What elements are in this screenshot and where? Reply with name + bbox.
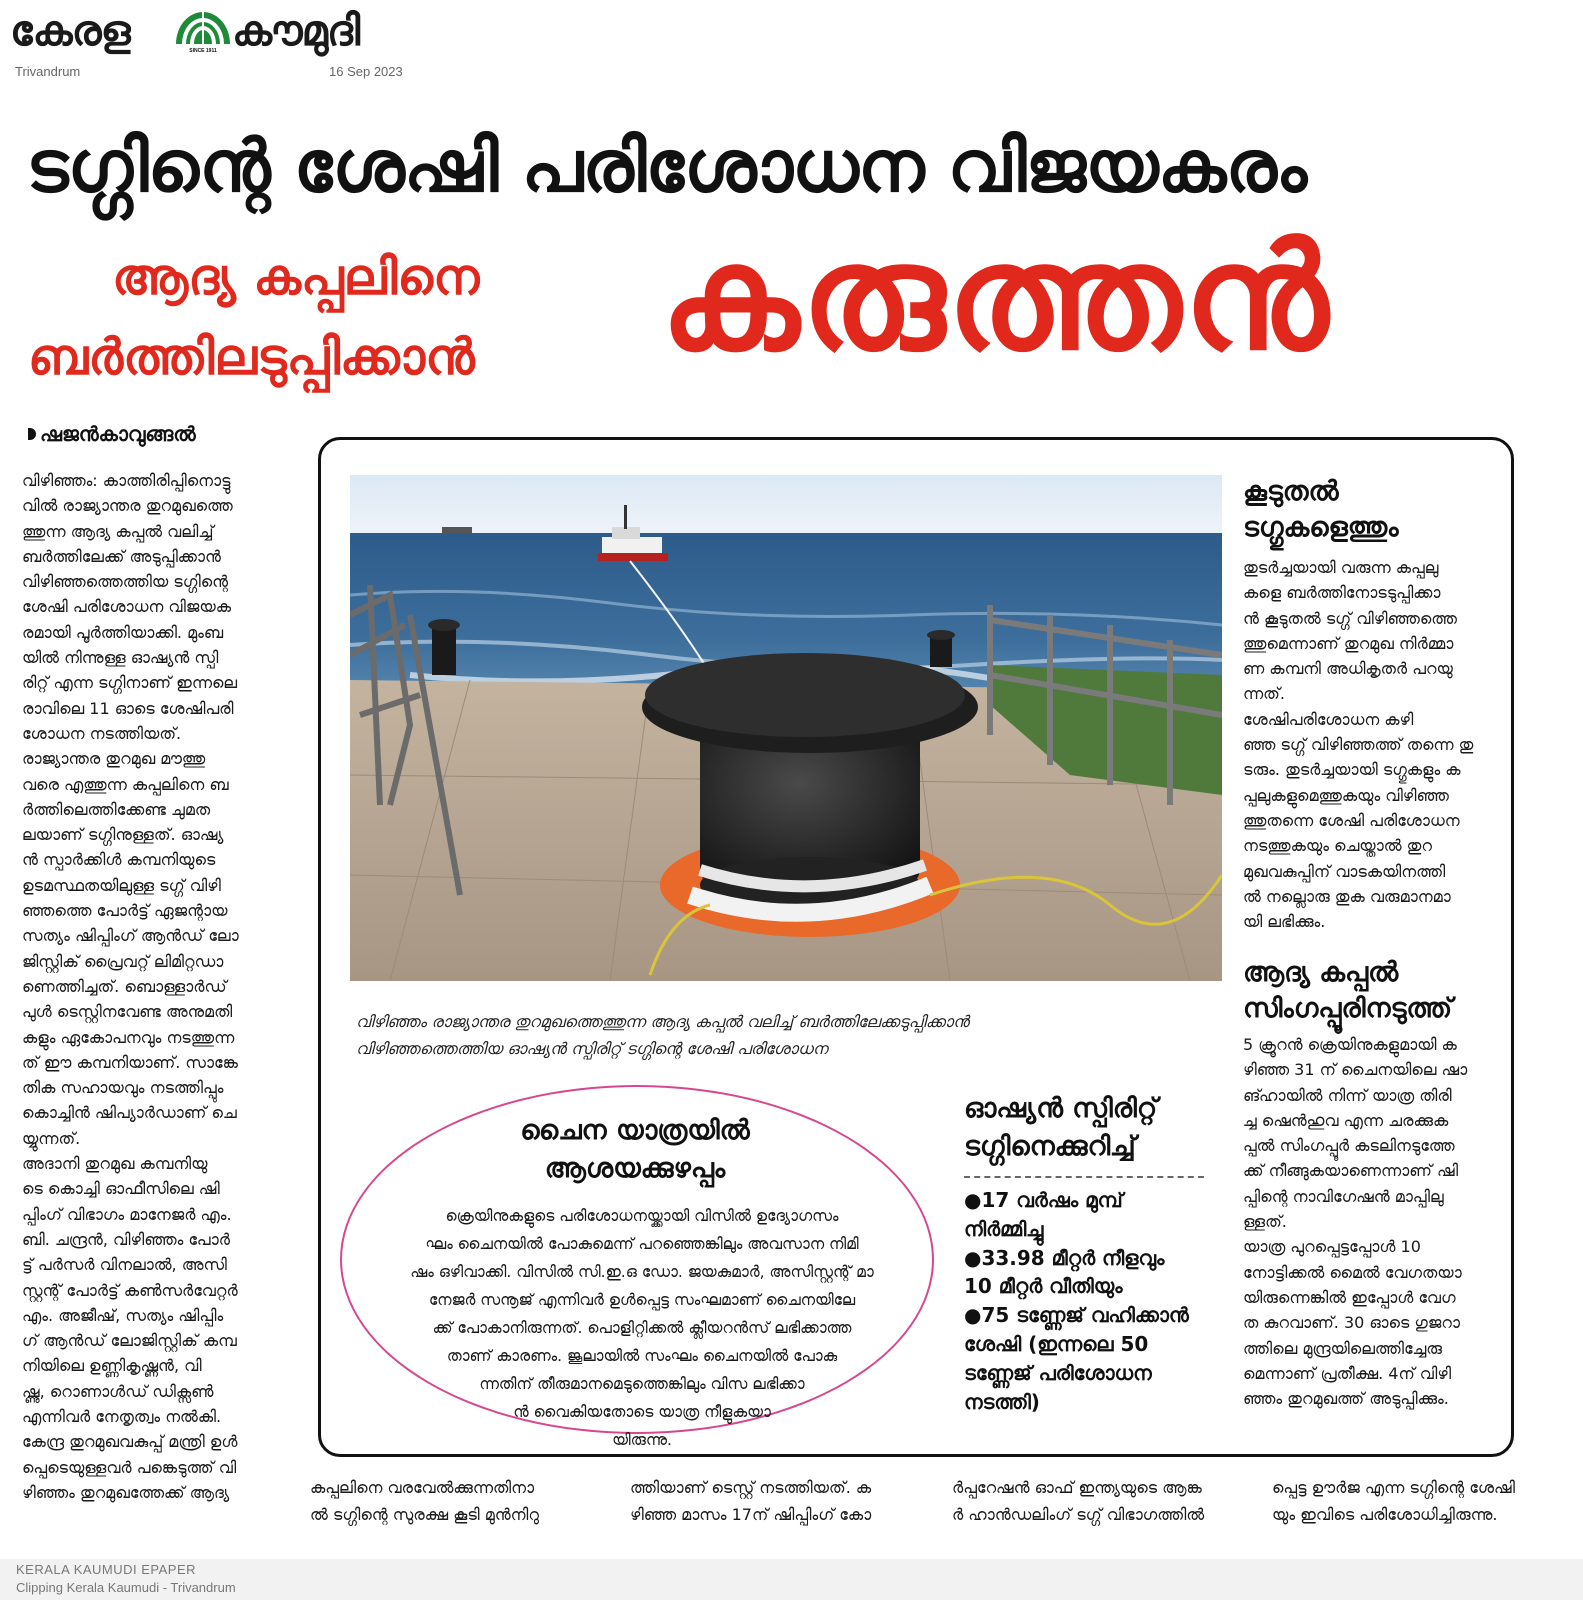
footer-clipping: Clipping Kerala Kaumudi - Trivandrum (16, 1580, 236, 1595)
china-trip-title: ചൈന യാത്രയിൽ ആശയക്കുഴപ്പം (520, 1115, 750, 1184)
bottom-column-2: ത്തിയാണ് ടെസ്റ്റ് നടത്തിയത്. ക ഴിഞ്ഞ മാസം 17ന് ഷിപ്പിംഗ് കോ (630, 1478, 872, 1524)
footer-brand: KERALA KAUMUDI EPAPER (16, 1562, 197, 1577)
masthead-name-right: കൗമുദി (232, 6, 360, 55)
logo-since-text: SINCE 1911 (189, 48, 217, 54)
edition-label: Trivandrum (15, 64, 81, 79)
tug-info-title: ഓഷ്യൻ സ്പിരിറ്റ് ടഗ്ഗിനെക്കുറിച്ച് (964, 1093, 1158, 1162)
footer-bar (0, 1559, 1583, 1600)
issue-date: 16 Sep 2023 (329, 64, 403, 79)
bottom-column-4: പ്പെട്ട ഊർജ എന്ന ടഗ്ഗിന്റെ ശേഷി യും ഇവിടെ പരിശോധിച്ചിരുന്നു. (1272, 1478, 1516, 1524)
photo-caption: വിഴിഞ്ഞം രാജ്യാന്തര തുറമുഖത്തെത്തുന്ന ആദ്യ കപ്പൽ വലിച്ച് ബർത്തിലേക്കടുപ്പിക്കാൻ വിഴിഞ്ഞത്തെത്തിയ ഓഷ്യൻ സ്പിരിറ്റ് ടഗ്ഗിന്റെ ശേഷി പരിശോധന (356, 1012, 969, 1058)
byline-marker-icon (28, 428, 36, 440)
china-trip-body: ക്രെയിനുകളുടെ പരിശോധനയ്ക്കായി വിസിൽ ഉദ്യോഗസം ഘം ചൈനയിൽ പോകുമെന്ന് പറഞ്ഞെങ്കിലും അവസാന നിമി ഷം ഒഴിവാക്കി. വിസിൽ സി.ഇ.ഒ ഡോ. ജയകുമാർ, അസിസ്റ്റന്റ് മാ നേജർ സനൂജ് എന്നിവർ ഉൾപ്പെട്ട സംഘമാണ് ചൈനയിലേ ക്ക് പോകാനിരുന്നത്. പൊളിറ്റിക്കൽ ക്ലീയറൻസ് ലഭിക്കാത്ത താണ് കാരണം. ജൂലായിൽ സംഘം ചൈനയിൽ പോകു ന്നതിന് തീരുമാനമെടുത്തെങ്കിലും വിസ ലഭിക്കാ ൻ വൈകിയതോടെ യാത്ര നീളുകയാ യിരുന്നു. (410, 1207, 874, 1449)
big-headline-word: കരുത്തൻ (660, 213, 1331, 383)
left-column-text: വിഴിഞ്ഞം: കാത്തിരിപ്പിനൊട്ടു വിൽ രാജ്യാന്തര തുറമുഖത്തെ ത്തുന്ന ആദ്യ കപ്പൽ വലിച്ച് ബർത്തിലേക്ക് അടുപ്പിക്കാൻ വിഴിഞ്ഞത്തെത്തിയ ടഗ്ഗിന്റെ ശേഷി പരിശോധന വിജയക രമായി പൂർത്തിയാക്കി. മുംബ യിൽ നിന്നുള്ള ഓഷ്യൻ സ്പി രിറ്റ് എന്ന ടഗ്ഗിനാണ് ഇന്നലെ രാവിലെ 11 ഓടെ ശേഷിപരി ശോധന നടത്തിയത്. രാജ്യാന്തര തുറമുഖ മൗത്തു വരെ എത്തുന്ന കപ്പലിനെ ബ ർത്തിലെത്തിക്കേണ്ട ചുമത ലയാണ് ടഗ്ഗിനുള്ളത്. ഓഷ്യ ൻ സ്പാർക്കിൾ കമ്പനിയുടെ ഉടമസ്ഥതയിലുള്ള ടഗ്ഗ് വിഴി ഞ്ഞത്തെ പോർട്ട് ഏജന്റായ സത്യം ഷിപ്പിംഗ് ആൻഡ് ലോ ജിസ്റ്റിക് പ്രൈവറ്റ് ലിമിറ്റഡാ ണെത്തിച്ചത്. ബൊള്ളാർഡ് പുൾ ടെസ്റ്റിനവേണ്ട അനുമതി കളും ഏകോപനവും നടത്തുന്ന ത് ഈ കമ്പനിയാണ്. സാങ്കേ തിക സഹായവും നടത്തിപ്പും കൊച്ചിൻ ഷിപ്യാർഡാണ് ചെ യ്യുന്നത്. അദാനി തുറമുഖ കമ്പനിയു ടെ കൊച്ചി ഓഫീസിലെ ഷി പ്പിംഗ് വിഭാഗം മാനേജർ എം. ബി. ചന്ദ്രൻ, വിഴിഞ്ഞം പോർ ട്ട് പർസർ വിനലാൽ, അസി സ്റ്റന്റ് പോർട്ട് കൺസർവേറ്റർ എം. അജീഷ്, സത്യം ഷിപ്പിം ഗ് ആൻഡ് ലോജിസ്റ്റിക് കമ്പ നിയിലെ ഉണ്ണികൃഷ്ണൻ, വി ഷ്ണു, റൊണാൾഡ് ഡിക്സൺ എന്നിവർ നേതൃത്വം നൽകി. കേന്ദ്ര തുറമുഖവകുപ്പ് മന്ത്രി ഉൾ പ്പെടെയുള്ളവർ പങ്കെടുത്ത് വി ഴിഞ്ഞം തുറമുഖത്തേക്ക് ആദ്യ (22, 471, 239, 1502)
first-ship-heading: ആദ്യ കപ്പൽ സിംഗപ്പൂരിനടുത്ത് (1243, 957, 1453, 1024)
masthead-name-left: കേരള (10, 6, 130, 55)
tug-bollard-photo (350, 475, 1222, 981)
tug-info-facts: ●17 വർഷം മുമ്പ് നിർമ്മിച്ചു ●33.98 മീറ്റർ നീളവും 10 മീറ്റർ വീതിയും ●75 ടണ്ണേജ് വഹിക്കാൻ ശേഷി (ഇന്നലെ 50 ടണ്ണേജ് പരിശോധന നടത്തി) (964, 1188, 1189, 1414)
tug-info-divider (964, 1176, 1204, 1178)
byline: ഷജൻകാവുങ്ങൽ (40, 422, 196, 446)
bottom-column-3: ർപ്പറേഷൻ ഓഫ് ഇന്ത്യയുടെ ആങ്ക ർ ഹാൻഡലിംഗ് ടഗ്ഗ് വിഭാഗത്തിൽ (952, 1478, 1205, 1524)
subheadline-line2: ബർത്തിലടുപ്പിക്കാൻ (28, 328, 475, 386)
kaumudi-logo-icon (172, 2, 234, 54)
subheadline-line1: ആദ്യ കപ്പലിനെ (112, 248, 480, 306)
first-ship-body: 5 ക്രൂറൻ ക്രെയിനുകളുമായി ക ഴിഞ്ഞ 31 ന് ചൈനയിലെ ഷാ ങ്ഹായിൽ നിന്ന് യാത്ര തിരി ച്ച ഷെൻഹുവ എന്ന ചരക്കുക പ്പൽ സിംഗപ്പൂർ കടലിനടുത്തേ ക്ക് നീങ്ങുകയാണെന്നാണ് ഷി പ്പിന്റെ നാവിഗേഷൻ മാപ്പിലു ള്ളത്. യാത്ര പുറപ്പെട്ടപ്പോൾ 10 നോട്ടിക്കൽ മൈൽ വേഗതയാ യിരുന്നെങ്കിൽ ഇപ്പോൾ വേഗ ത കുറവാണ്. 30 ഓടെ ഗുജറാ ത്തിലെ മുന്ദ്രയിലെത്തിച്ചേരു മെന്നാണ് പ്രതീക്ഷ. 4ന് വിഴി ഞ്ഞം തുറമുഖത്ത് അടുപ്പിക്കും. (1243, 1035, 1468, 1409)
bottom-column-1: കപ്പലിനെ വരവേൽക്കുന്നതിനാ ൽ ടഗ്ഗിന്റെ സുരക്ഷ കൂടി മുൻനിറു (310, 1478, 539, 1524)
main-headline: ടഗ്ഗിന്റെ ശേഷി പരിശോധന വിജയകരം (26, 124, 1307, 208)
more-tugs-body: തുടർച്ചയായി വരുന്ന കപ്പലു കളെ ബർത്തിനോടടുപ്പിക്കാ ൻ കൂടുതൽ ടഗ്ഗ് വിഴിഞ്ഞത്തെ ത്തുമെന്നാണ് തുറമുഖ നിർമ്മാ ണ കമ്പനി അധികൃതർ പറയു ന്നത്. ശേഷിപരിശോധന കഴി ഞ്ഞ ടഗ്ഗ് വിഴിഞ്ഞത്ത് തന്നെ തു ടരും. തുടർച്ചയായി ടഗ്ഗുകളും ക പ്പലുകളുമെത്തുകയും വിഴിഞ്ഞ ത്തുതന്നെ ശേഷി പരിശോധന നടത്തുകയും ചെയ്താൽ തുറ മുഖവകുപ്പിന് വാടകയിനത്തി ൽ നല്ലൊരു തുക വരുമാനമാ യി ലഭിക്കും. (1243, 558, 1474, 932)
more-tugs-heading: കൂടുതൽ ടഗ്ഗുകളെത്തും (1243, 476, 1399, 543)
